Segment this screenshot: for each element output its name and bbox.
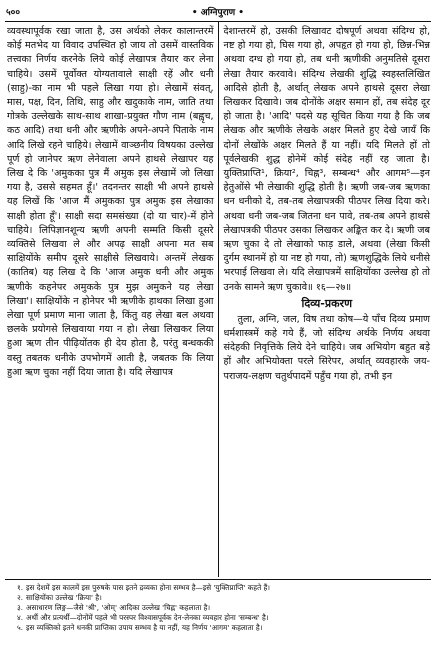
footnote-text: असाधारण लिङ्ग—जैसे 'श्री', 'ओम्' आदिका उल्लेख 'चिह्न' कहलाता है। xyxy=(26,603,211,612)
footnote-text: इस देशमें इस कालमें इस पुरुषके पास इतने द्रव्यका होना सम्भव है—इसे 'युक्तिप्राप्ति' कहते हैं। xyxy=(26,583,271,592)
footnote-number: ५. xyxy=(16,623,23,632)
footnote xyxy=(11,623,430,633)
right-column xyxy=(219,22,432,577)
page-number: ५०० xyxy=(6,8,21,18)
left-column xyxy=(5,22,219,577)
footnote-number: ४. xyxy=(16,613,23,622)
right-paragraph: देशान्तरमें हो, उसकी लिखावट दोषपूर्ण अथवा संदिग्ध हो, नष्ट हो गया हो, घिस गया हो, अपहृत हो गया हो, छिन्न-भिन्न अथवा दग्ध हो गया हो, तब धनी ऋणीकी अनुमतिसे दूसरा लेखा तैयार करवावे। संदिग्ध लेखकी शुद्धि स्वहस्तलिखित आदिसे होती है, अर्थात्‌ लेखक अपने हाथसे दूसरा लेखा लिखकर दिखावे। जब दोनोंके अक्षर समान हों, तब संदेह दूर हो जाता है। 'आदि' पदसे यह सूचित किया गया है कि जब लेखक और ऋणीके लेखके अक्षर मिलते हुए देखे जायँ कि दोनों लेखोंके अक्षर मिलते हैं या नहीं। यदि मिलते हों तो पूर्वलेखकी शुद्ध होनेमें कोई संदेह नहीं रह जाता है। युक्तिप्राप्ति¹, क्रिया², चिह्न³, सम्बन्ध⁴ और आगम⁵—इन हेतुओंसे भी लेखाकी शुद्धि होती है। ऋणी जब-जब ऋणका धन धनीको दे, तब-तब लेखापत्रकी पीठपर लिख दिया करे। अथवा धनी जब-जब जितना धन पावे, तब-तब अपने हाथसे लेखापत्रकी पीठपर उसका लिखकर अङ्कित कर दे। ऋणी जब ऋण चुका दे तो लेखाको फाड़ डाले, अथवा (लेखा किसी दुर्गम स्थानमें हो या नष्ट हो गया, तो) ऋणशुद्धिके लिये धनीसे भरपाई लिखवा ले। यदि लेखापत्रमें साक्षियोंका उल्लेख हो तो उनके सामने ऋण चुकावे॥ १६—२७॥ xyxy=(223,26,430,293)
footnotes xyxy=(5,580,431,633)
section-heading: दिव्य-प्रकरण xyxy=(301,296,353,310)
text-columns xyxy=(5,22,431,577)
footnote xyxy=(11,603,430,613)
footnote-text: साक्षियोंका उल्लेख 'क्रिया' है। xyxy=(26,593,102,602)
footnote-number: १. xyxy=(16,583,23,592)
footnote xyxy=(11,593,430,603)
footnote-text: अर्थी और प्रत्यर्थी—दोनोंमें पहले भी परस्पर विश्वासपूर्वक देन-लेनका व्यवहार होना 'सम्बन्ध' है। xyxy=(26,613,269,622)
footnote xyxy=(11,613,430,623)
running-title: • अग्निपुराण • xyxy=(191,8,245,18)
footnote-number: ३. xyxy=(16,603,23,612)
page-header xyxy=(5,5,431,19)
footnote-number: २. xyxy=(16,593,23,602)
right-paragraph-after-heading: तुला, अग्नि, जल, विष तथा कोष—ये पाँच दिव्य प्रमाण धर्मशास्त्रमें कहे गये हैं, जो संदिग्ध अर्थके निर्णय अथवा संदेहकी निवृत्तिके लिये देने चाहिये। जब अभियोग बहुत बड़े हों और अभियोक्ता परले सिरेपर, अर्थात्‌ व्यवहारके जय-पराजय-लक्षण चतुर्थपादमें पहुँच गया हो, तभी इन xyxy=(223,313,430,382)
footnote-text: इस व्यक्तिको इतने धनकी प्राप्तिका उपाय सम्भव है या नहीं, यह निर्णय 'आगम' कहलाता है। xyxy=(26,623,263,632)
footnote xyxy=(11,583,430,593)
left-paragraph: व्यवस्थापूर्वक रखा जाता है, उस अर्थको लेकर कालान्तरमें कोई मतभेद या विवाद उपस्थित हो जाय तो उसमें वास्तविक तत्त्वका निर्णय करनेके लिये कोई लेखापत्र तैयार कर लेना चाहिये। उसमें पूर्वोक्त योग्यतावाले साक्षी रहें और धनी (साहु)-का नाम भी पहले लिखा गया हो। लेखामें संवत्‌, मास, पक्ष, दिन, तिथि, साहु और खदुकाके नाम, जाति तथा गोत्रके उल्लेखके साथ-साथ शाखा-प्रयुक्त गौण नाम (बह्वृच, कठ आदि) तथा धनी और ऋणीके अपने-अपने पिताके नाम आदि लिखे रहने चाहिये। लेखामें वाञ्छनीय विषयका उल्लेख पूर्ण हो जानेपर ऋण लेनेवाला अपने हाथसे लेखापर यह लिख दे कि 'अमुकका पुत्र मैं अमुक इस लेखामें जो लिखा गया है, उससे सहमत हूँ।' तदनन्तर साक्षी भी अपने हाथसे यह लिखें कि 'आज मैं अमुकका पुत्र अमुक इस लेखाका साक्षी होता हूँ'। साक्षी सदा समसंख्या (दो या चार)-में होने चाहिये। लिपिज्ञानशून्य ऋणी अपनी सम्मति किसी दूसरे व्यक्तिसे लिखवा ले और अपढ़ साक्षी अपना मत सब साक्षियोंके समीप दूसरे साक्षीसे लिखवाये। अन्तमें लेखक (कातिब) यह लिख दे कि 'आज अमुक धनी और अमुक ऋणीके कहनेपर अमुकके पुत्र मुझ अमुकने यह लेखा लिखा'। साक्षियोंके न होनेपर भी ऋणीके हाथका लिखा हुआ लेखा पूर्ण प्रमाण माना जाता है, किंतु वह लेखा बल अथवा छलके प्रयोगसे लिखवाया गया न हो। लेखा लिखकर लिया हुआ ऋण तीन पीढ़ियोंतक ही देय होता है, परंतु बन्धककी वस्तु तबतक धनीके उपभोगमें आती है, जबतक कि लिया हुआ ऋण चुका नहीं दिया जाता है। यदि लेखापत्र xyxy=(7,26,214,378)
